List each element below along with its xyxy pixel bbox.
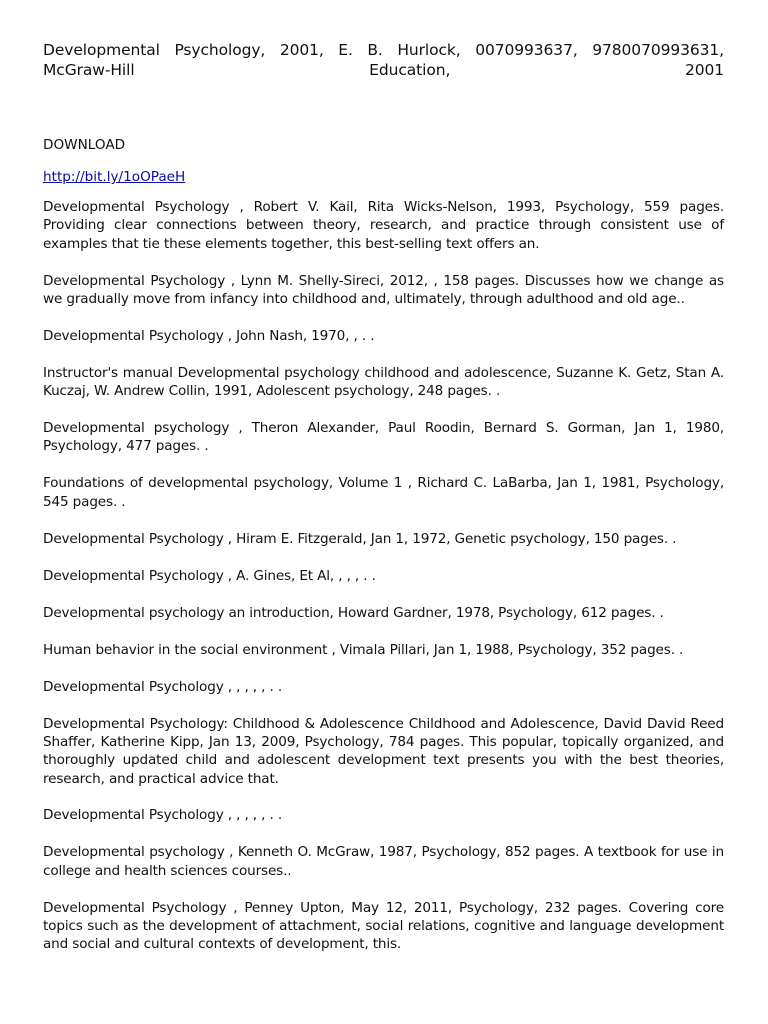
book-entry: Instructor's manual Developmental psychology childhood and adolescence, Suzanne K. Getz, Stan A. Kuczaj, W. Andrew Collin, 1991, Adolescent psychology, 248 pages. . [43,364,724,400]
download-label: DOWNLOAD [43,137,126,153]
book-entry: Human behavior in the social environment , Vimala Pillari, Jan 1, 1988, Psychology, 352 pages. . [43,641,684,658]
book-entry: Developmental Psychology , A. Gines, Et Al, , , , . . [43,567,376,584]
book-entry: Developmental Psychology , , , , , . . [43,678,282,695]
book-entry: Developmental Psychology: Childhood & Adolescence Childhood and Adolescence, David David Reed Shaffer, Katherine Kipp, Jan 13, 2009, Psychology, 784 pages. This popular, topically organized, and thoroughly updated child and adolescent development text presents you with the best theories, research, and practical advice that. [43,715,724,787]
title-line-2: McGraw-Hill Education, 2001 [43,61,724,79]
download-link[interactable]: http://bit.ly/1oOPaeH [43,169,186,185]
document-title [43,40,724,80]
title-line-1: Developmental Psychology, 2001, E. B. Hurlock, 0070993637, 9780070993631, [43,41,724,59]
book-entry: Developmental Psychology , John Nash, 1970, , . . [43,327,375,344]
book-entry: Developmental Psychology , Hiram E. Fitzgerald, Jan 1, 1972, Genetic psychology, 150 pages. . [43,530,677,547]
document-page [43,40,724,972]
book-entry: Developmental Psychology , Penney Upton, May 12, 2011, Psychology, 232 pages. Covering core topics such as the development of attachment, social relations, cognitive and language development and social and cultural contexts of development, this. [43,899,724,953]
book-entry: Foundations of developmental psychology, Volume 1 , Richard C. LaBarba, Jan 1, 1981, Psychology, 545 pages. . [43,475,724,510]
download-link-row [43,168,724,186]
book-entry: Developmental Psychology , , , , , . . [43,807,282,824]
book-entry: Developmental psychology an introduction, Howard Gardner, 1978, Psychology, 612 pages. . [43,604,664,621]
book-entry: Developmental psychology , Theron Alexander, Paul Roodin, Bernard S. Gorman, Jan 1, 1980, Psychology, 477 pages. . [43,420,724,455]
book-entry: Developmental psychology , Kenneth O. McGraw, 1987, Psychology, 852 pages. A textbook for use in college and health sciences courses.. [43,844,724,879]
book-entry: Developmental Psychology , Robert V. Kail, Rita Wicks-Nelson, 1993, Psychology, 559 pages. Providing clear connections between theory, research, and practice through consistent use of examples that tie these elements together, this best-selling text offers an. [43,199,724,252]
book-entry: Developmental Psychology , Lynn M. Shelly-Sireci, 2012, , 158 pages. Discusses how we change as we gradually move from infancy into childhood and, ultimately, through adulthood and old age.. [43,272,724,307]
